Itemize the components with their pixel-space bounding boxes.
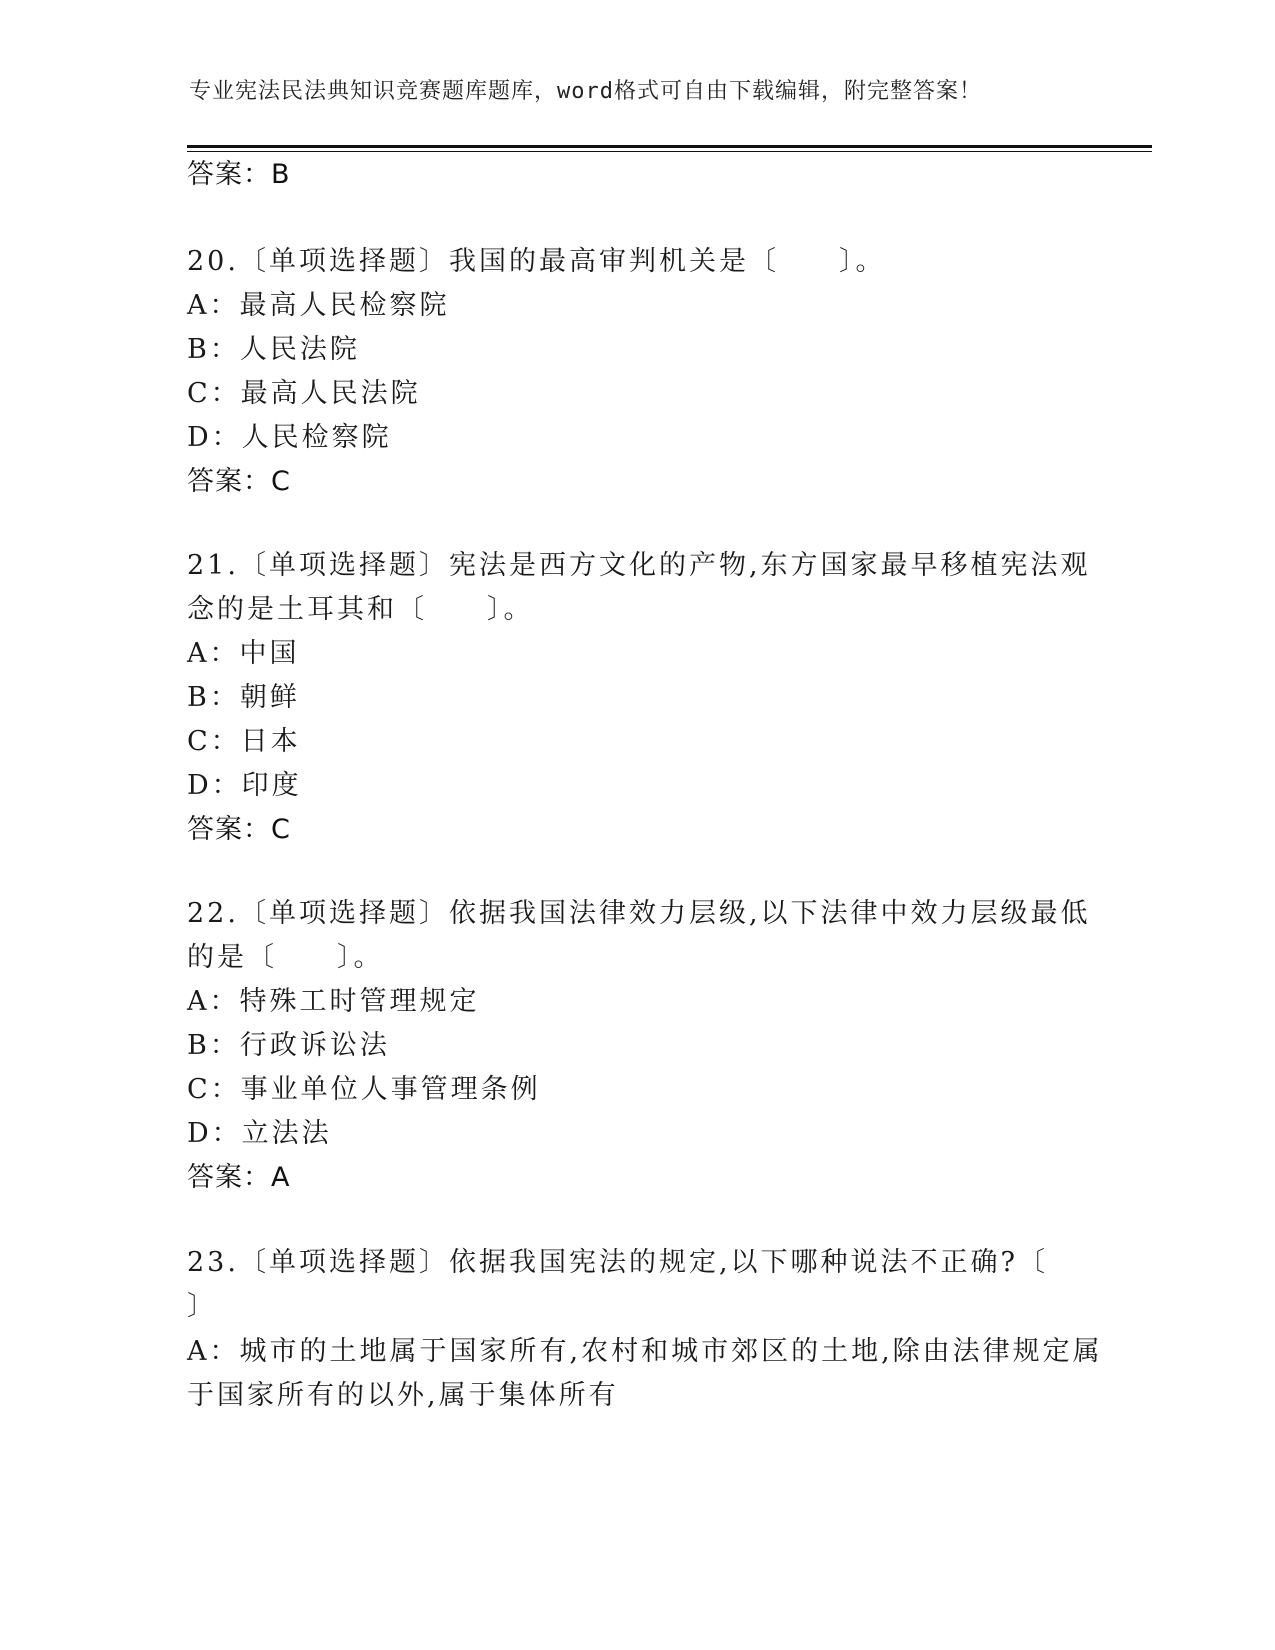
question-20-option-b: B：人民法院 <box>187 334 360 365</box>
question-23-stem-line-1: 23.〔单项选择题〕依据我国宪法的规定,以下哪种说法不正确?〔 <box>187 1247 1048 1278</box>
question-20-stem: 20.〔单项选择题〕我国的最高审判机关是〔 〕。 <box>187 246 886 277</box>
question-22-answer: 答案：A <box>187 1162 291 1193</box>
question-22-option-d: D：立法法 <box>187 1118 332 1149</box>
previous-answer: 答案：B <box>187 159 291 190</box>
question-21-stem-line-2: 念的是土耳其和〔 〕。 <box>187 594 534 625</box>
question-21-option-c: C：日本 <box>187 726 301 757</box>
question-21-stem-line-1: 21.〔单项选择题〕宪法是西方文化的产物,东方国家最早移植宪法观 <box>187 550 1091 581</box>
question-22-stem-line-2: 的是〔 〕。 <box>187 942 384 973</box>
question-22-option-c: C：事业单位人事管理条例 <box>187 1074 541 1105</box>
header-rule-thick <box>187 145 1152 148</box>
question-22-stem-line-1: 22.〔单项选择题〕依据我国法律效力层级,以下法律中效力层级最低 <box>187 898 1091 929</box>
question-22-option-b: B：行政诉讼法 <box>187 1030 390 1061</box>
question-21-option-a: A：中国 <box>187 638 300 669</box>
question-20-option-d: D：人民检察院 <box>187 422 392 453</box>
question-20-answer: 答案：C <box>187 466 291 497</box>
question-23-option-a-line-1: A：城市的土地属于国家所有,农村和城市郊区的土地,除由法律规定属 <box>187 1336 1103 1367</box>
question-20-option-c: C：最高人民法院 <box>187 378 421 409</box>
question-21-answer: 答案：C <box>187 814 291 845</box>
question-23-stem-line-2: 〕 <box>187 1291 217 1322</box>
question-20-option-a: A：最高人民检察院 <box>187 290 450 321</box>
question-21-option-b: B：朝鲜 <box>187 682 300 713</box>
question-23-option-a-line-2: 于国家所有的以外,属于集体所有 <box>187 1380 619 1411</box>
question-21-option-d: D：印度 <box>187 770 302 801</box>
page-header: 专业宪法民法典知识竞赛题库题库，word格式可自由下载编辑，附完整答案！ <box>189 79 982 104</box>
header-rule-thin <box>187 151 1152 152</box>
question-22-option-a: A：特殊工时管理规定 <box>187 986 480 1017</box>
